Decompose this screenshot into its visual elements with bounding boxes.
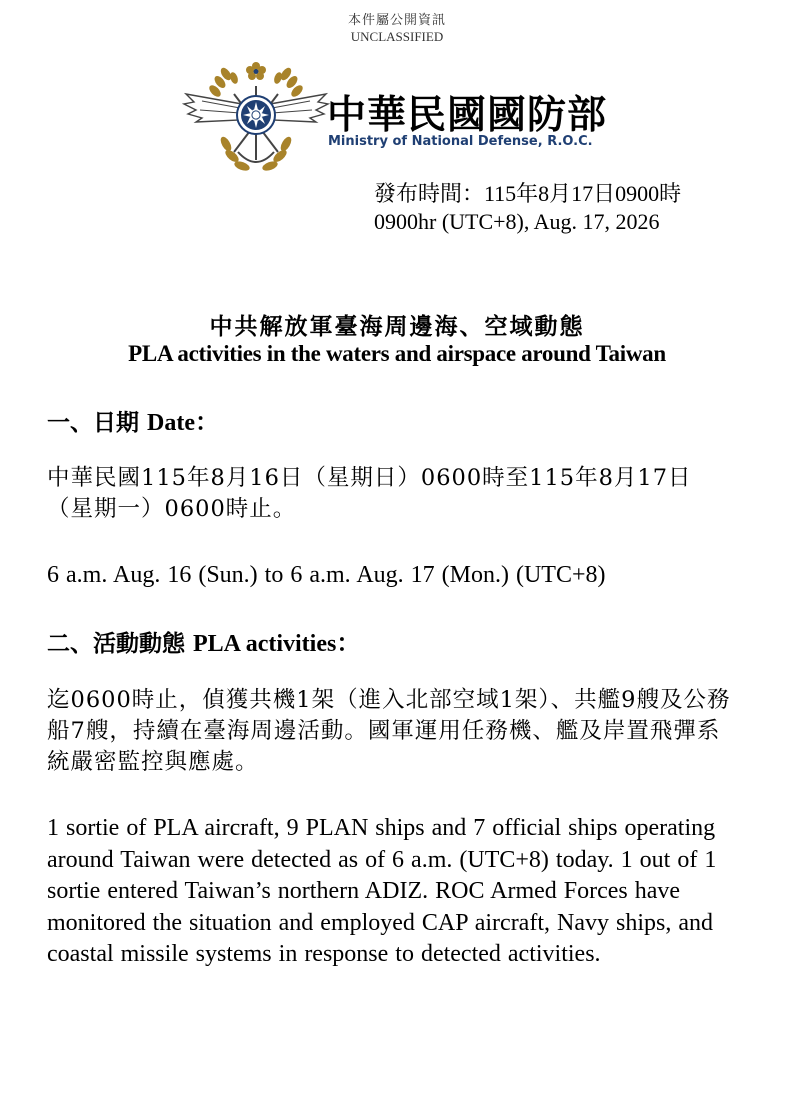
section-date-heading-en: Date：: [147, 410, 219, 436]
classification-label-en: UNCLASSIFIED: [350, 29, 444, 44]
section-date-body-en: 6 a.m. Aug. 16 (Sun.) to 6 a.m. Aug. 17 (Mon.) (UTC+8): [47, 562, 606, 588]
document-title-en: PLA activities in the waters and airspace around Taiwan: [128, 341, 666, 366]
section-activities-heading-zh: 二、活動動態: [47, 630, 185, 657]
release-time-zh: 發布時間：115年8月17日0900時: [374, 181, 682, 206]
section-date-body-zh: 中華民國115年8月16日（星期日）0600時至115年8月17日（星期一）0600時止。: [47, 465, 692, 522]
release-time-en: 0900hr (UTC+8), Aug. 17, 2026: [374, 209, 660, 234]
ministry-name-zh: 中華民國國防部: [327, 93, 608, 138]
section-activities-body-zh: 迄0600時止，偵獲共機1架（進入北部空域1架）、共艦9艘及公務船7艘，持續在臺海周邊活動。國軍運用任務機、艦及岸置飛彈系統嚴密監控與應處。: [47, 687, 731, 775]
section-date-heading-zh: 一、日期: [47, 409, 139, 436]
classification-label-zh: 本件屬公開資訊: [347, 12, 446, 27]
mnd-emblem-icon: [182, 60, 330, 178]
section-activities-body-en: 1 sortie of PLA aircraft, 9 PLAN ships and 7 official ships operating around Taiwan were detected as of 6 a.m. (UTC+8) today. 1 out of 1 sortie entered Taiwan’s northern ADIZ. ROC Armed Forces have monitored the situation and employed CAP aircraft, Navy ships, and coastal missile systems in response to detected activities.: [47, 815, 717, 967]
section-date-heading: [47, 402, 219, 437]
section-activities-heading: [47, 623, 360, 658]
ministry-name-en: Ministry of National Defense, R.O.C.: [328, 134, 593, 149]
document-title-zh: 中共解放軍臺海周邊海、空域動態: [209, 313, 585, 340]
section-activities-heading-en: PLA activities：: [193, 631, 361, 657]
